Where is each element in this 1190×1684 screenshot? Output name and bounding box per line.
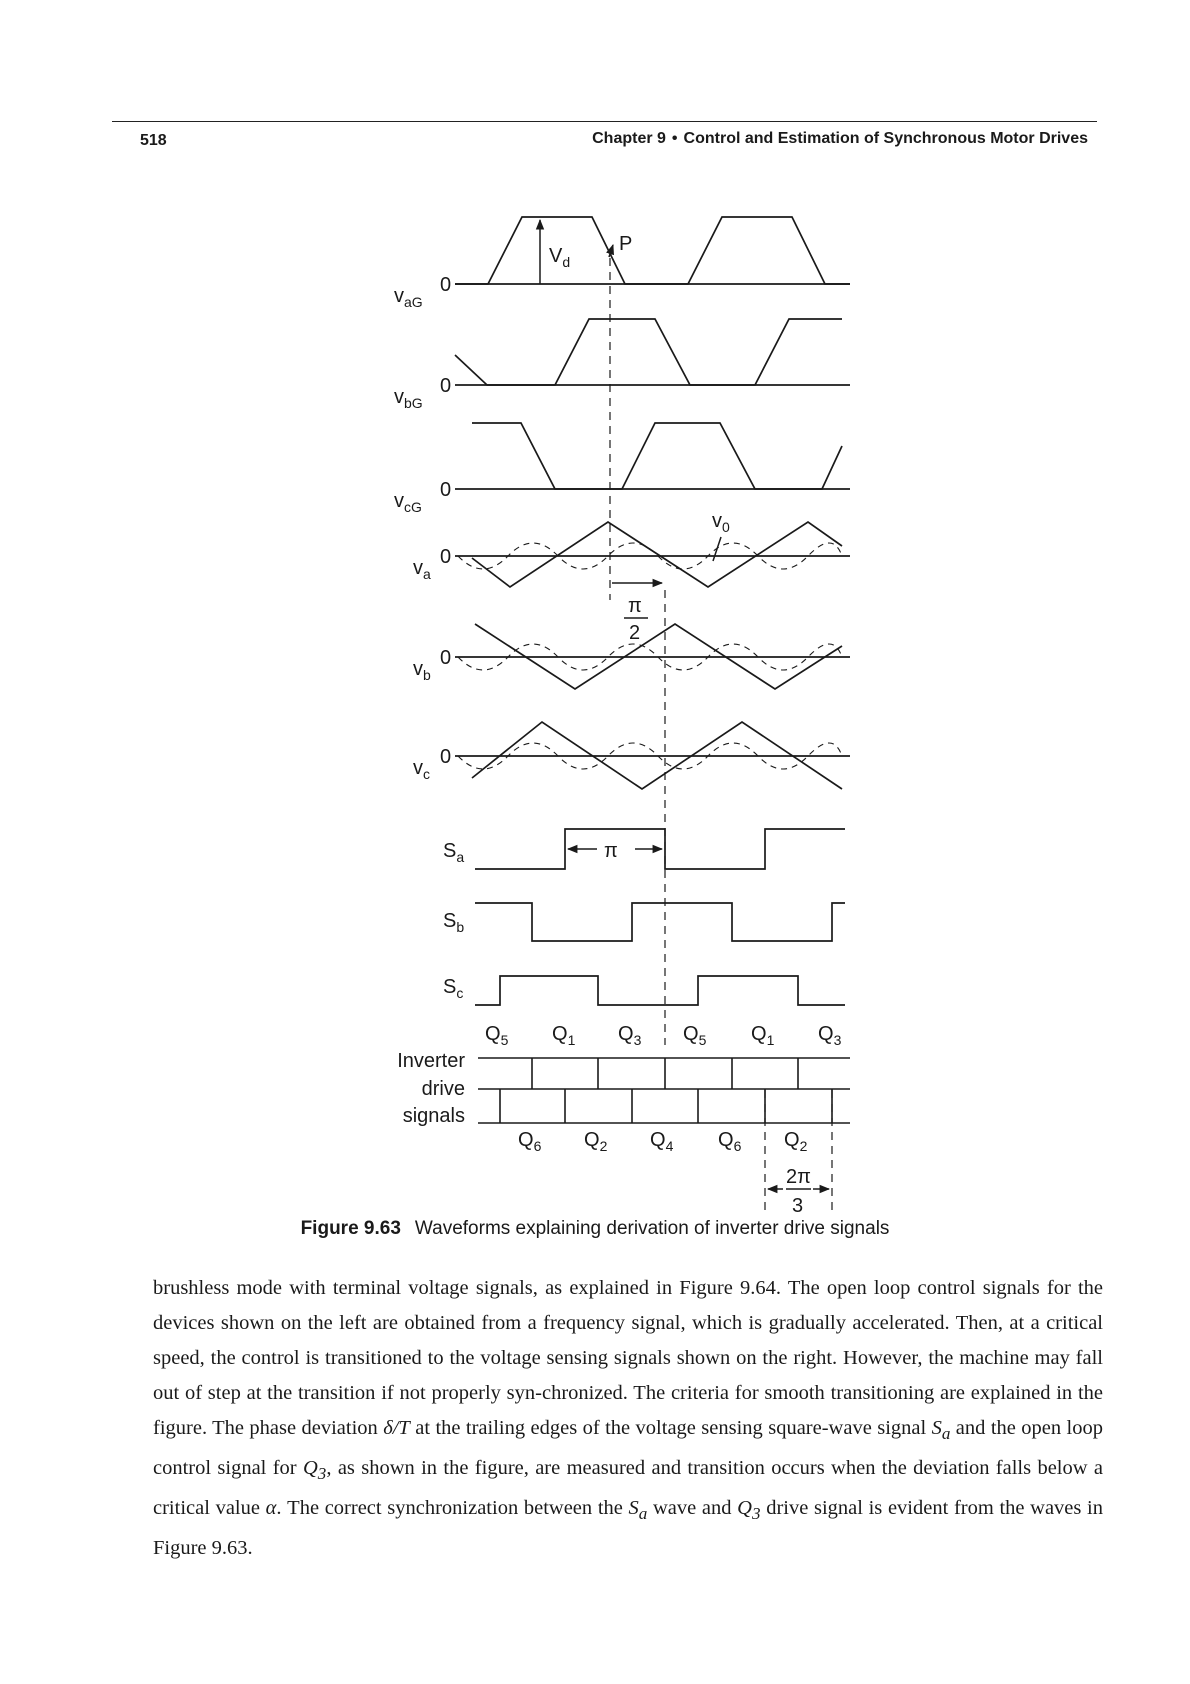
- label-vc: $v_c$: [413, 757, 430, 782]
- body-text: at the trailing edges of the voltage sensing square-wave signal: [409, 1417, 932, 1439]
- vaG-trapezoid-wave: [455, 217, 850, 284]
- bullet: •: [671, 130, 678, 147]
- label-va: $v_a$: [413, 557, 431, 582]
- math-Q3: $Q_3$: [302, 1457, 327, 1484]
- switch-label-lower: $Q_6$: [518, 1129, 542, 1154]
- zero-label-va: 0: [440, 546, 452, 568]
- vbG-trapezoid-wave: [455, 319, 842, 385]
- switch-label-upper: $Q_3$: [818, 1023, 842, 1048]
- label-Sc: $S_c$: [443, 976, 464, 1001]
- zero-label-vc: 0: [440, 746, 452, 768]
- body-text: wave and: [647, 1497, 738, 1520]
- va-triangle-wave: [472, 522, 842, 587]
- body-text: brushless mode with terminal voltage signals, as explained in Figure 9.64. The open loop control signals for the devices shown on the left are obtained from a frequency signal, which is gradually accelerated. Then, at a critical speed, the control is transitioned to the voltage sensing signals shown on the right. However, the machine may fall out of step at the transition if not properly syn-chronized. The criteria for smooth transitioning are explained in the figure. The phase deviation: [153, 1277, 1103, 1439]
- inverter-drive-grid: [478, 1058, 850, 1123]
- label-vb: $v_b$: [413, 658, 431, 683]
- zero-label-vbG: 0: [440, 375, 452, 397]
- label-vbG: $v_{bG}$: [394, 386, 423, 411]
- point-label-P: P: [619, 233, 633, 255]
- figure-number: Figure 9.63: [300, 1218, 401, 1239]
- Sb-square-wave: [475, 903, 845, 941]
- pi-label: π: [604, 840, 618, 862]
- v0-pointer: [713, 537, 721, 561]
- label-vcG: $v_{cG}$: [394, 490, 422, 515]
- body-text: and the open loop control signal for: [153, 1417, 1103, 1480]
- switch-label-upper: $Q_5$: [683, 1023, 707, 1048]
- section-title: Control and Estimation of Synchronous Motor Drives: [683, 130, 1088, 147]
- math-Sa: $S_a$: [628, 1497, 648, 1524]
- chapter-label: Chapter 9: [592, 130, 666, 147]
- switch-label-lower: $Q_2$: [584, 1129, 608, 1154]
- switch-label-lower: $Q_2$: [784, 1129, 808, 1154]
- math-alpha: α: [265, 1497, 277, 1520]
- inverter-label-line-2: drive: [421, 1078, 465, 1100]
- body-text: . The correct synchronization between the: [276, 1497, 629, 1520]
- inverter-label-line-1: Inverter: [397, 1050, 465, 1072]
- switch-label-upper: $Q_1$: [552, 1023, 576, 1048]
- Sc-square-wave: [475, 976, 845, 1005]
- label-Sa: $S_a$: [443, 840, 465, 865]
- zero-label-vaG: 0: [440, 274, 452, 296]
- vcG-trapezoid-wave: [472, 423, 842, 489]
- math-Q3: $Q_3$: [737, 1497, 761, 1524]
- label-Sb: $S_b$: [443, 910, 465, 935]
- math-delta-over-T: δ/T: [383, 1417, 410, 1439]
- switch-label-lower: $Q_4$: [650, 1129, 674, 1154]
- body-text: drive signal is evident from the waves in Figure 9.63.: [153, 1497, 1103, 1560]
- switch-label-upper: $Q_3$: [618, 1023, 642, 1048]
- inverter-label-line-3: signals: [402, 1105, 465, 1127]
- vd-label: $V_d$: [549, 245, 571, 270]
- label-vaG: $v_{aG}$: [394, 285, 423, 310]
- switch-label-upper: $Q_1$: [751, 1023, 775, 1048]
- math-Sa: $S_a$: [931, 1417, 951, 1444]
- caption-text: Waveforms explaining derivation of inverter drive signals: [414, 1218, 890, 1239]
- pi-over-2-numerator: π: [628, 595, 642, 617]
- switch-label-lower: $Q_6$: [718, 1129, 742, 1154]
- two-pi-over-3-numerator: 2π: [786, 1166, 811, 1188]
- two-pi-over-3-denominator: 3: [792, 1195, 804, 1217]
- figure-caption: [0, 1218, 1190, 1240]
- v0-label: $v_0$: [712, 510, 730, 535]
- body-paragraph: [153, 1271, 1103, 1566]
- pi-over-2-denominator: 2: [629, 622, 641, 644]
- switch-label-upper: $Q_5$: [485, 1023, 509, 1048]
- body-text: , as shown in the figure, are measured and transition occurs when the deviation falls below a critical value: [153, 1457, 1103, 1520]
- zero-label-vb: 0: [440, 647, 452, 669]
- zero-label-vcG: 0: [440, 479, 452, 501]
- page-number: 518: [140, 132, 167, 149]
